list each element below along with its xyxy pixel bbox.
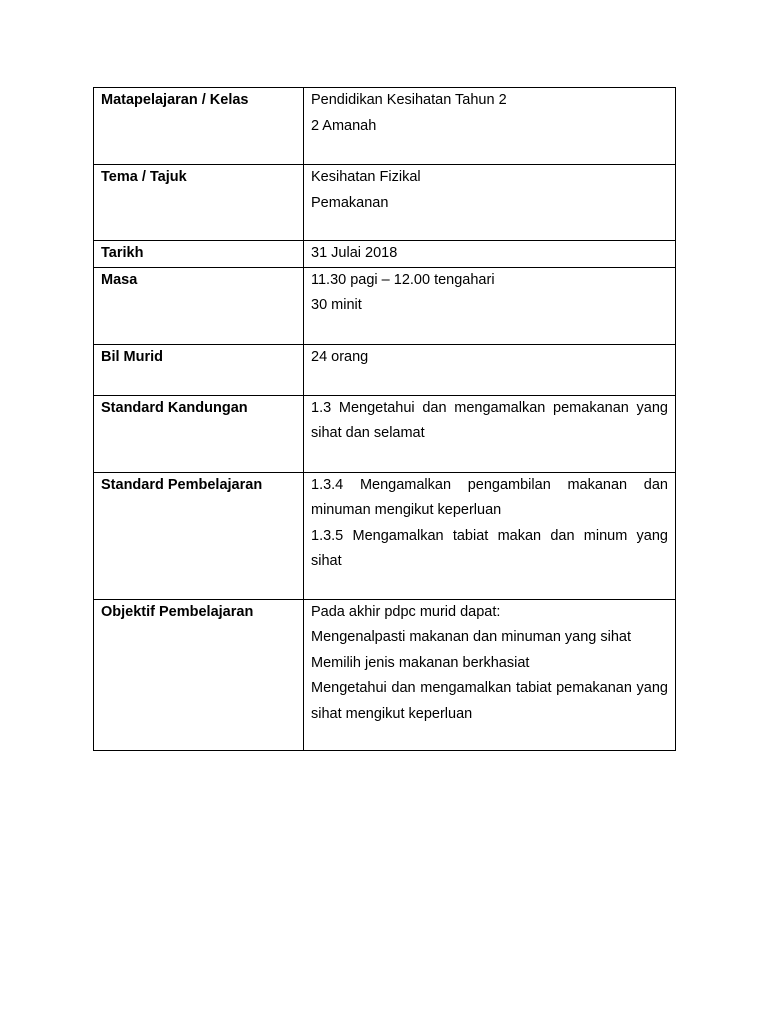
row-value-date [304,241,676,268]
table-row-subject [94,88,676,165]
table-row-learning-objective [94,599,676,750]
row-value-content-standard [304,395,676,472]
value-line: 30 minit [311,297,362,313]
lesson-plan-table [93,87,676,751]
value-line: Pendidikan Kesihatan Tahun 2 [311,92,507,108]
value-line: Mengenalpasti makanan dan minuman yang sihat [311,629,632,645]
row-label-content-standard: Standard Kandungan [94,395,304,472]
row-label-time: Masa [94,267,304,344]
table-row-content-standard [94,395,676,472]
row-label-theme: Tema / Tajuk [94,165,304,241]
table-row-theme [94,165,676,241]
value-line: Memilih jenis makanan berkhasiat [311,654,530,671]
row-value-learning-objective [304,599,676,750]
row-label-learning-objective: Objektif Pembelajaran [94,599,304,750]
value-line: 2 Amanah [311,117,377,134]
row-label-students: Bil Murid [94,344,304,395]
table-row-students [94,344,676,395]
value-line: Pada akhir pdpc murid dapat: [311,603,501,620]
row-value-learning-standard [304,472,676,599]
value-line: 24 orang [311,348,369,365]
row-value-time [304,267,676,344]
row-label-learning-standard: Standard Pembelajaran [94,472,304,599]
value-line: 1.3.4 Mengamalkan pengambilan makanan dan minuman mengikut keperluan [311,476,668,518]
table-row-date [94,241,676,268]
value-line: Mengetahui dan mengamalkan tabiat pemakanan yang sihat mengikut keperluan [311,680,668,722]
value-line: 31 Julai 2018 [311,245,398,261]
row-value-theme [304,165,676,241]
row-value-students [304,344,676,395]
table-row-time [94,267,676,344]
row-value-subject [304,88,676,165]
value-line: Kesihatan Fizikal [311,169,421,185]
row-label-date: Tarikh [94,241,304,268]
value-line: 1.3.5 Mengamalkan tabiat makan dan minum yang sihat [311,527,668,569]
row-label-subject: Matapelajaran / Kelas [94,88,304,165]
value-line: 11.30 pagi – 12.00 tengahari [311,271,495,288]
value-line: Pemakanan [311,194,389,211]
value-line: 1.3 Mengetahui dan mengamalkan pemakanan yang sihat dan selamat [311,399,668,441]
table-row-learning-standard [94,472,676,599]
